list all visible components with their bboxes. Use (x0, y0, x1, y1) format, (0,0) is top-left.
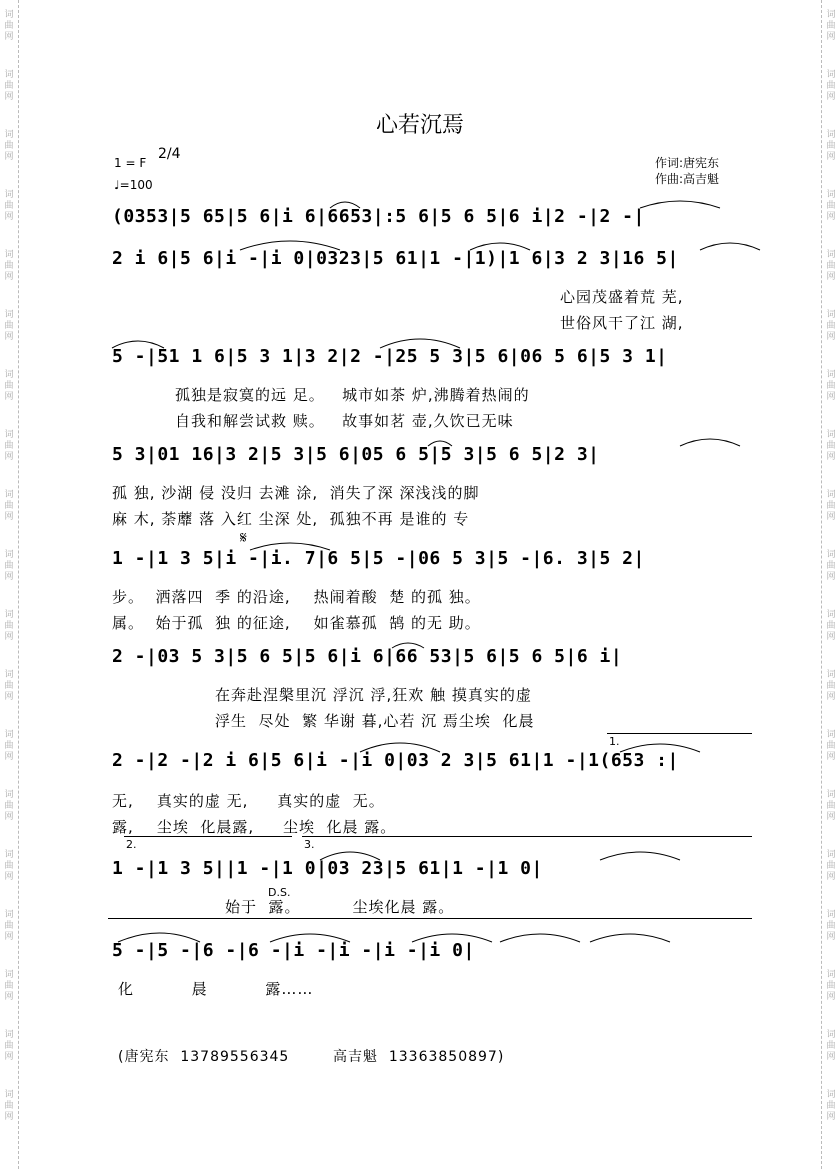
song-title: 心若沉焉 (375, 113, 464, 138)
watermark-text: 词曲网 (4, 430, 14, 462)
watermark-text: 词曲网 (826, 370, 836, 402)
watermark-text: 词曲网 (4, 910, 14, 942)
watermark-text: 词曲网 (826, 250, 836, 282)
watermark-text: 词曲网 (4, 730, 14, 762)
watermark-text: 词曲网 (826, 130, 836, 162)
lyric-line-10: 浮生 尽处 繁 华谢 暮,心若 沉 焉尘埃 化晨 (215, 712, 535, 730)
volta-1-bracket (607, 733, 752, 734)
lyric-line-9: 在奔赴涅槃里沉 浮沉 浮,狂欢 触 摸真实的虚 (215, 686, 532, 704)
lyric-line-11: 无, 真实的虚 无, 真实的虚 无。 (112, 792, 385, 810)
watermark-text: 词曲网 (826, 10, 836, 42)
composer-credit: 作曲:高吉魁 (655, 172, 720, 186)
watermark-text: 词曲网 (826, 430, 836, 462)
watermark-text: 词曲网 (826, 730, 836, 762)
volta-3-bracket (302, 836, 752, 837)
lyric-line-2: 世俗风干了江 湖, (560, 314, 684, 332)
score-line-7: 2 -|2 -|2 i 6|5 6|i -|i 0|03 2 3|5 61|1 -|1(653 :| (112, 750, 679, 771)
score-line-3: 5 -|51 1 6|5 3 1|3 2|2 -|25 5 3|5 6|06 5 6|5 3 1| (112, 346, 668, 367)
tempo-value: =100 (119, 178, 153, 192)
watermark-text: 词曲网 (826, 790, 836, 822)
volta-2-label: 2. (126, 838, 137, 851)
lyric-line-8: 属。 始于孤 独 的征途, 如雀慕孤 鹄 的无 助。 (112, 614, 481, 632)
watermark-text: 词曲网 (826, 70, 836, 102)
score-line-6: 2 -|03 5 3|5 6 5|5 6|i 6|66 53|5 6|5 6 5|6 i| (112, 646, 623, 667)
watermark-text: 词曲网 (826, 670, 836, 702)
lyric-line-14: 化 晨 露…… (118, 980, 314, 998)
volta-1-label: 1. (609, 735, 620, 748)
lyric-line-3: 孤独是寂寞的远 足。 城市如茶 炉,沸腾着热闹的 (175, 386, 530, 404)
watermark-text: 词曲网 (826, 850, 836, 882)
lyricist-credit: 作词:唐宪东 (655, 156, 720, 170)
key-signature: 1 = F (114, 156, 147, 170)
watermark-text: 词曲网 (4, 550, 14, 582)
right-watermark-strip (821, 0, 840, 1169)
watermark-text: 词曲网 (4, 850, 14, 882)
watermark-text: 词曲网 (4, 130, 14, 162)
left-watermark-strip (0, 0, 19, 1169)
lyric-line-12: 露, 尘埃 化晨露, 尘埃 化晨 露。 (112, 818, 397, 836)
watermark-text: 词曲网 (826, 550, 836, 582)
watermark-text: 词曲网 (4, 190, 14, 222)
watermark-text: 词曲网 (826, 1090, 836, 1122)
watermark-text: 词曲网 (826, 610, 836, 642)
watermark-text: 词曲网 (4, 370, 14, 402)
watermark-text: 词曲网 (4, 70, 14, 102)
lyric-line-7: 步。 洒落四 季 的沿途, 热闹着酸 楚 的孤 独。 (112, 588, 481, 606)
lyric-line-1: 心园茂盛着荒 芜, (560, 288, 684, 306)
lyric-line-4: 自我和解尝试救 赎。 故事如茗 壶,久饮已无味 (175, 412, 514, 430)
watermark-text: 词曲网 (4, 490, 14, 522)
score-line-5: 1 -|1 3 5|i -|i. 7|6 5|5 -|06 5 3|5 -|6. 3|5 2| (112, 548, 645, 569)
lyric-line-5: 孤 独, 沙湖 侵 没归 去滩 涂, 消失了深 深浅浅的脚 (112, 484, 480, 502)
watermark-text: 词曲网 (4, 310, 14, 342)
lyric-line-6: 麻 木, 荼蘼 落 入红 尘深 处, 孤独不再 是谁的 专 (112, 510, 470, 528)
watermark-text: 词曲网 (826, 310, 836, 342)
score-line-9: 5 -|5 -|6 -|6 -|i -|i -|i -|i 0| (112, 940, 475, 961)
watermark-text: 词曲网 (4, 790, 14, 822)
segno-mark: 𝄋 (240, 528, 247, 547)
watermark-text: 词曲网 (4, 1090, 14, 1122)
watermark-text: 词曲网 (826, 910, 836, 942)
volta-3-label: 3. (304, 838, 315, 851)
watermark-text: 词曲网 (4, 250, 14, 282)
watermark-text: 词曲网 (826, 1030, 836, 1062)
score-line-8: 1 -|1 3 5||1 -|1 0|03 23|5 61|1 -|1 0| (112, 858, 543, 879)
tempo-marking (114, 178, 153, 192)
watermark-text: 词曲网 (4, 670, 14, 702)
watermark-text: 词曲网 (4, 610, 14, 642)
volta-2-bracket (124, 836, 292, 837)
lyric-line-13: 始于 露。 尘埃化晨 露。 (225, 898, 455, 916)
score-line-2: 2 i 6|5 6|i -|i 0|0323|5 61|1 -|1)|1 6|3 2 3|16 5| (112, 248, 679, 269)
watermark-text: 词曲网 (4, 970, 14, 1002)
score-line-4: 5 3|01 16|3 2|5 3|5 6|05 6 5|5 3|5 6 5|2 3| (112, 444, 600, 465)
watermark-text: 词曲网 (826, 970, 836, 1002)
watermark-text: 词曲网 (4, 1030, 14, 1062)
quarter-note-icon: ♩ (114, 178, 120, 192)
watermark-text: 词曲网 (4, 10, 14, 42)
watermark-text: 词曲网 (826, 490, 836, 522)
contact-footer: (唐宪东 13789556345 高吉魁 13363850897) (118, 1049, 505, 1065)
time-signature: 2/4 (158, 146, 181, 162)
score-line-1: (0353|5 65|5 6|i 6|6653|:5 6|5 6 5|6 i|2 -|2 -| (112, 206, 645, 227)
watermark-text: 词曲网 (826, 190, 836, 222)
coda-divider (108, 918, 752, 919)
ds-mark: D.S. (268, 886, 291, 899)
